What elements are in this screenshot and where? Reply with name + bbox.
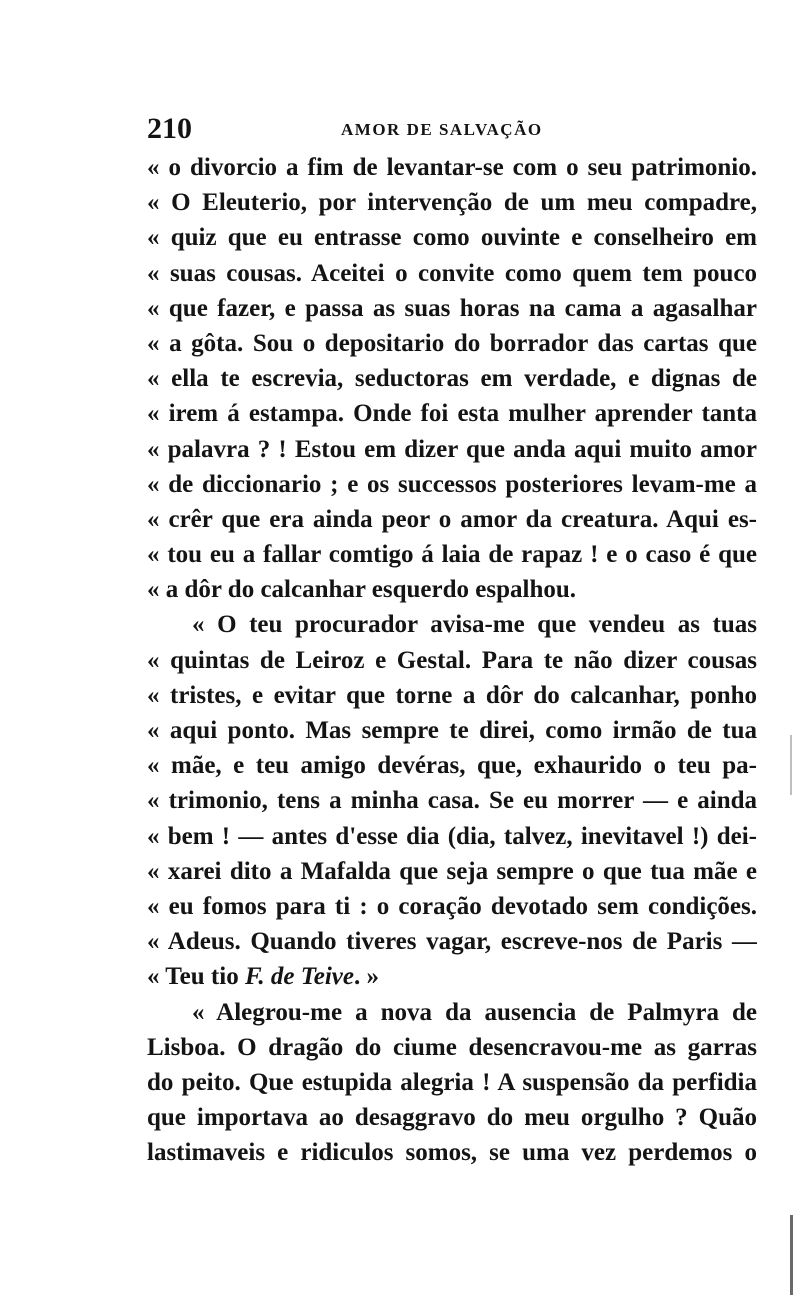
text-line: « mãe, e teu amigo devéras, que, exhaurido o teu pa- [147,752,757,780]
text-line: « a dôr do calcanhar esquerdo espalhou. [147,576,577,604]
text-line: « bem ! — antes d'esse dia (dia, talvez, inevitavel !) dei- [147,822,757,850]
text-line: « aqui ponto. Mas sempre te direi, como irmão de tua [147,717,757,744]
signature-prefix: « Teu tio [147,963,245,991]
text-line: « tristes, e evitar que torne a dôr do calcanhar, ponho [147,681,757,709]
running-title: AMOR DE SALVAÇÃO [341,120,543,139]
scan-edge-mark [790,1215,793,1295]
paragraph-start-line: « Alegrou-me a nova da ausencia de Palmyra de [192,998,757,1026]
text-line: « tou eu a fallar comtigo á laia de rapaz ! e o caso é que [147,541,757,569]
text-line: « que fazer, e passa as suas horas na cama a agasalhar [147,294,757,322]
text-line: « a gôta. Sou o depositario do borrador das cartas que [147,329,757,357]
text-line: « eu fomos para ti : o coração devotado sem condições. [147,892,757,920]
text-line: « ella te escrevia, seductoras em verdade, e dignas de [147,365,757,393]
text-line: do peito. Que estupida alegria ! A suspensão da perfidia [147,1068,757,1096]
page-number: 210 [147,112,192,145]
text-line: « O Eleuterio, por intervenção de um meu compadre, [147,189,757,217]
text-line: « de diccionario ; e os successos posteriores levam-me a [147,470,757,498]
text-line: « quintas de Leiroz e Gestal. Para te não dizer cousas [147,646,757,674]
scan-edge-mark [790,735,792,795]
text-line: « trimonio, tens a minha casa. Se eu morrer — e ainda [147,787,757,815]
text-line: Lisboa. O dragão do ciume desencravou-me as garras [147,1033,757,1061]
signature-name: F. de Teive [244,963,354,991]
text-line: « o divorcio a fim de levantar-se com o seu patrimonio. [147,154,757,181]
text-line: « quiz que eu entrasse como ouvinte e conselheiro em [147,224,757,252]
text-line: « Adeus. Quando tiveres vagar, escreve-nos de Paris — [147,928,757,956]
signature-line [147,959,757,994]
text-line: « crêr que era ainda peor o amor da creatura. Aqui es- [147,505,757,533]
text-line: lastimaveis e ridiculos somos, se uma vez perdemos o [147,1139,757,1167]
paragraph-start-line: « O teu procurador avisa-me que vendeu as tuas [192,611,757,639]
text-line: que importava ao desaggravo do meu orgulho ? Quão [147,1104,757,1132]
text-line: « suas cousas. Aceitei o convite como quem tem pouco [147,259,757,287]
page-header [147,112,757,148]
body-text [147,150,757,1170]
signature-suffix: . » [353,963,379,991]
text-line: « xarei dito a Mafalda que seja sempre o que tua mãe e [147,857,757,885]
text-line: « palavra ? ! Estou em dizer que anda aqui muito amor [147,435,757,463]
text-line: « irem á estampa. Onde foi esta mulher aprender tanta [147,400,757,428]
